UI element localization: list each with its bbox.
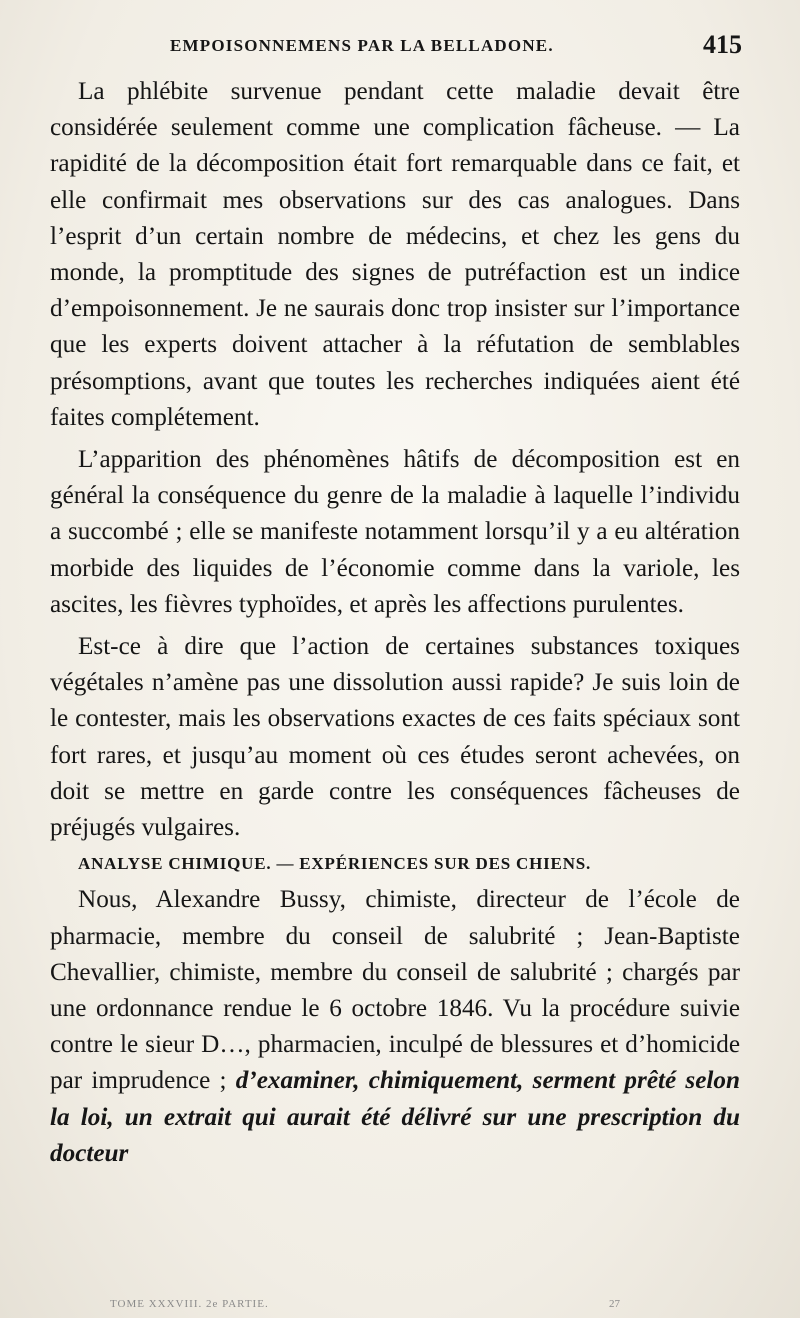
body-text	[50, 74, 740, 1172]
running-title: EMPOISONNEMENS PAR LA BELLADONE.	[170, 36, 554, 55]
paragraph-4-italic: d’examiner, chimiquement, serment prêté selon la loi, un extrait qui aurait été délivré sur une prescription du docteur	[50, 1067, 740, 1167]
page-number: 415	[703, 30, 742, 59]
page-footer	[110, 1298, 690, 1316]
footer-sheet-number: 27	[609, 1298, 620, 1310]
page-header	[50, 30, 742, 64]
section-heading: ANALYSE CHIMIQUE. — EXPÉRIENCES SUR DES CHIENS.	[78, 854, 592, 874]
footer-signature: TOME XXXVIII. 2e PARTIE.	[110, 1298, 269, 1310]
paragraph-2: L’apparition des phénomènes hâtifs de décomposition est en général la conséquence du genre de la maladie à laquelle l’individu a succombé ; elle se manifeste notamment lorsqu’il y a eu altération morbide des liquides de l’économie comme dans la variole, les ascites, les fièvres typhoïdes, et après les affections purulentes.	[50, 446, 740, 618]
paragraph-4	[50, 882, 740, 1172]
paragraph-3: Est-ce à dire que l’action de certaines substances toxiques végétales n’amène pas une dissolution aussi rapide? Je suis loin de le contester, mais les observations exactes de ces faits spéciaux sont fort rares, et jusqu’au moment où ces études seront achevées, on doit se mettre en garde contre les conséquences fâcheuses de préjugés vulgaires.	[50, 633, 740, 842]
paragraph-4-roman: Nous, Alexandre Bussy, chimiste, directeur de l’école de pharmacie, membre du conseil de salubrité ; Jean-Baptiste Chevallier, chimiste, membre du conseil de salubrité ; chargés par une ordonnance rendue le 6 octobre 1846. Vu la procédure suivie contre le sieur D…, pharmacien, inculpé de blessures et d’homicide par imprudence ;	[50, 886, 740, 1095]
paragraph-1: La phlébite survenue pendant cette maladie devait être considérée seulement comme une complication fâcheuse. — La rapidité de la décomposition était fort remarquable dans ce fait, et elle confirmait mes observations sur des cas analogues. Dans l’esprit d’un certain nombre de médecins, et chez les gens du monde, la promptitude des signes de putréfaction est un indice d’empoisonnement. Je ne saurais donc trop insister sur l’importance que les experts doivent attacher à la réfutation de semblables présomptions, avant que toutes les recherches indiquées aient été faites complétement.	[50, 78, 740, 431]
